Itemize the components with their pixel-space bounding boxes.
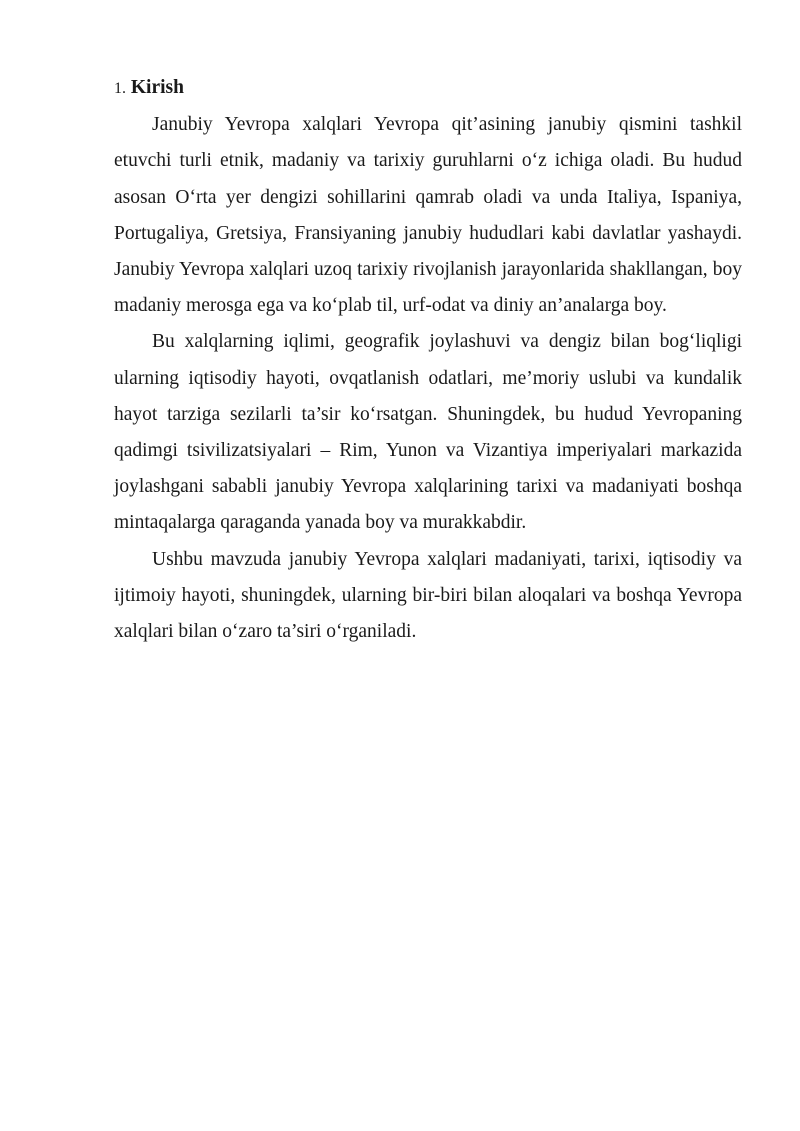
paragraph-1: Janubiy Yevropa xalqlari Yevropa qit’asining janubiy qismini tashkil etuvchi turli etnik, madaniy va tarixiy guruhlarni o‘z ichiga oladi. Bu hudud asosan O‘rta yer dengizi sohillarini qamrab oladi va unda Italiya, Ispaniya, Portugaliya, Gretsiya, Fransiyaning janubiy hududlari kabi davlatlar yashaydi. Janubiy Yevropa xalqlari uzoq tarixiy rivojlanish jarayonlarida shakllangan, boy madaniy merosga ega va ko‘plab til, urf-odat va diniy an’analarga boy.: [114, 114, 742, 317]
section-number: 1.: [114, 80, 126, 97]
document-body: [114, 70, 742, 650]
section-heading: [114, 70, 742, 107]
paragraph-3: Ushbu mavzuda janubiy Yevropa xalqlari madaniyati, tarixi, iqtisodiy va ijtimoiy hayoti, shuningdek, ularning bir-biri bilan aloqalari va boshqa Yevropa xalqlari bilan o‘zaro ta’siri o‘rganiladi.: [114, 548, 742, 643]
section-title: Kirish: [130, 77, 184, 98]
paragraph-2: Bu xalqlarning iqlimi, geografik joylashuvi va dengiz bilan bog‘liqligi ularning iqtisodiy hayoti, ovqatlanish odatlari, me’moriy uslubi va kundalik hayot tarziga sezilarli ta’sir ko‘rsatgan. Shuningdek, bu hudud Yevropaning qadimgi tsivilizatsiyalari – Rim, Yunon va Vizantiya imperiyalari markazida joylashgani sababli janubiy Yevropa xalqlarining tarixi va madaniyati boshqa mintaqalarga qaraganda yanada boy va murakkabdir.: [114, 331, 742, 534]
